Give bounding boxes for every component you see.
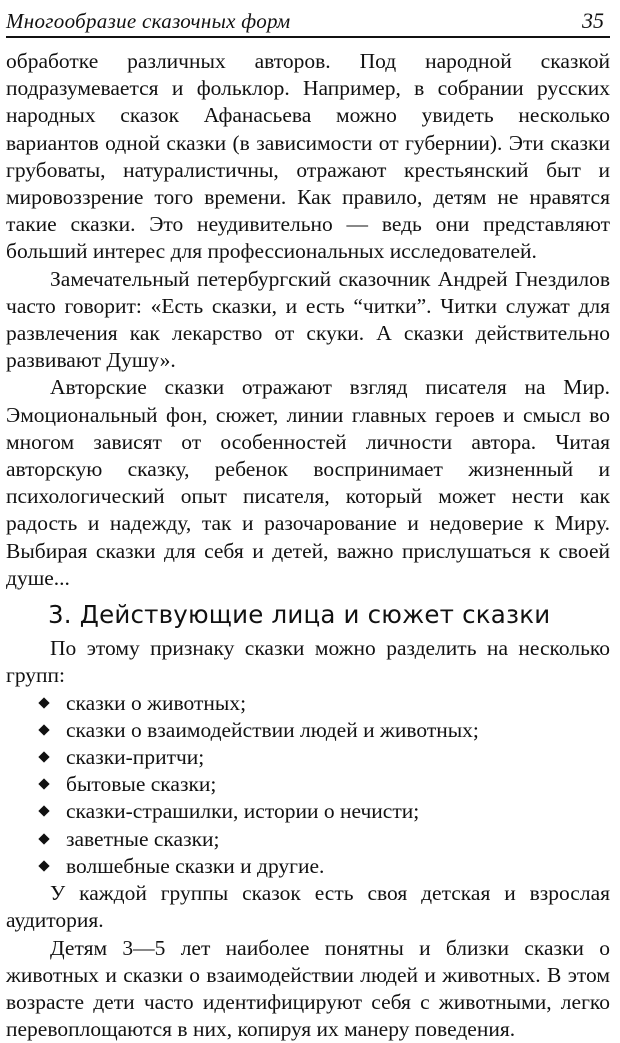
bullet-diamond-icon [38,751,49,762]
list-item-text: бытовые сказки; [66,772,216,796]
section-intro: По этому признаку сказки можно разделить на несколько групп: [6,635,610,689]
bullet-diamond-icon [38,779,49,790]
list-item-text: волшебные сказки и другие. [66,854,324,878]
paragraph-audience: У каждой группы сказок есть своя детская и взрослая аудитория. [6,880,610,934]
bullet-diamond-icon [38,860,49,871]
list-item [40,826,610,853]
paragraph-continued: обработке различных авторов. Под народной сказкой подразумевается и фольклор. Например, в собрании русских народных сказок Афанасьева можно увидеть несколько вариантов одной сказки (в зависимости от губернии). Эти сказки грубоваты, натуралистичны, отражают крестьянский быт и мировоззрение того времени. Как правило, детям не нравятся такие сказки. Это неудивительно — ведь они представляют больший интерес для профессиональных исследователей. [6,48,610,266]
bullet-diamond-icon [38,806,49,817]
paragraph-author-tales: Авторские сказки отражают взгляд писателя на Мир. Эмоциональный фон, сюжет, линии главных героев и смысл во многом зависят от особенностей личности автора. Читая авторскую сказку, ребенок воспринимает жизненный и психологический опыт писателя, который может нести как радость и надежду, так и разочарование и недоверие к Миру. Выбирая сказки для себя и детей, важно прислушаться к своей душе... [6,374,610,592]
body-text [6,48,610,1043]
paragraph-age-3-5: Детям 3—5 лет наиболее понятны и близки сказки о животных и сказки о взаимодействии людей и животных. В этом возрасте дети часто идентифицируют себя с животными, легко перевоплощаются в них, копируя их манеру поведения. [6,935,610,1043]
list-item [40,744,610,771]
page-number: 35 [582,8,608,34]
running-title: Многообразие сказочных форм [6,9,290,34]
list-item-text: сказки-страшилки, истории о нечисти; [66,799,419,823]
paragraph-gnezdilov-quote: Замечательный петербургский сказочник Андрей Гнездилов часто говорит: «Есть сказки, и есть “читки”. Читки служат для развлечения как лекарство от скуки. А сказки действительно развивают Душу». [6,266,610,375]
list-item-text: сказки о взаимодействии людей и животных; [66,718,479,742]
list-item [40,798,610,825]
list-item-text: сказки о животных; [66,691,246,715]
section-heading: 3. Действующие лица и сюжет сказки [48,601,610,628]
list-item [40,690,610,717]
list-item-text: сказки-притчи; [66,745,204,769]
tale-types-list [6,690,610,880]
bullet-diamond-icon [38,724,49,735]
list-item [40,717,610,744]
list-item-text: заветные сказки; [66,827,220,851]
bullet-diamond-icon [38,697,49,708]
running-header [6,0,610,38]
bullet-diamond-icon [38,833,49,844]
list-item [40,853,610,880]
list-item [40,771,610,798]
